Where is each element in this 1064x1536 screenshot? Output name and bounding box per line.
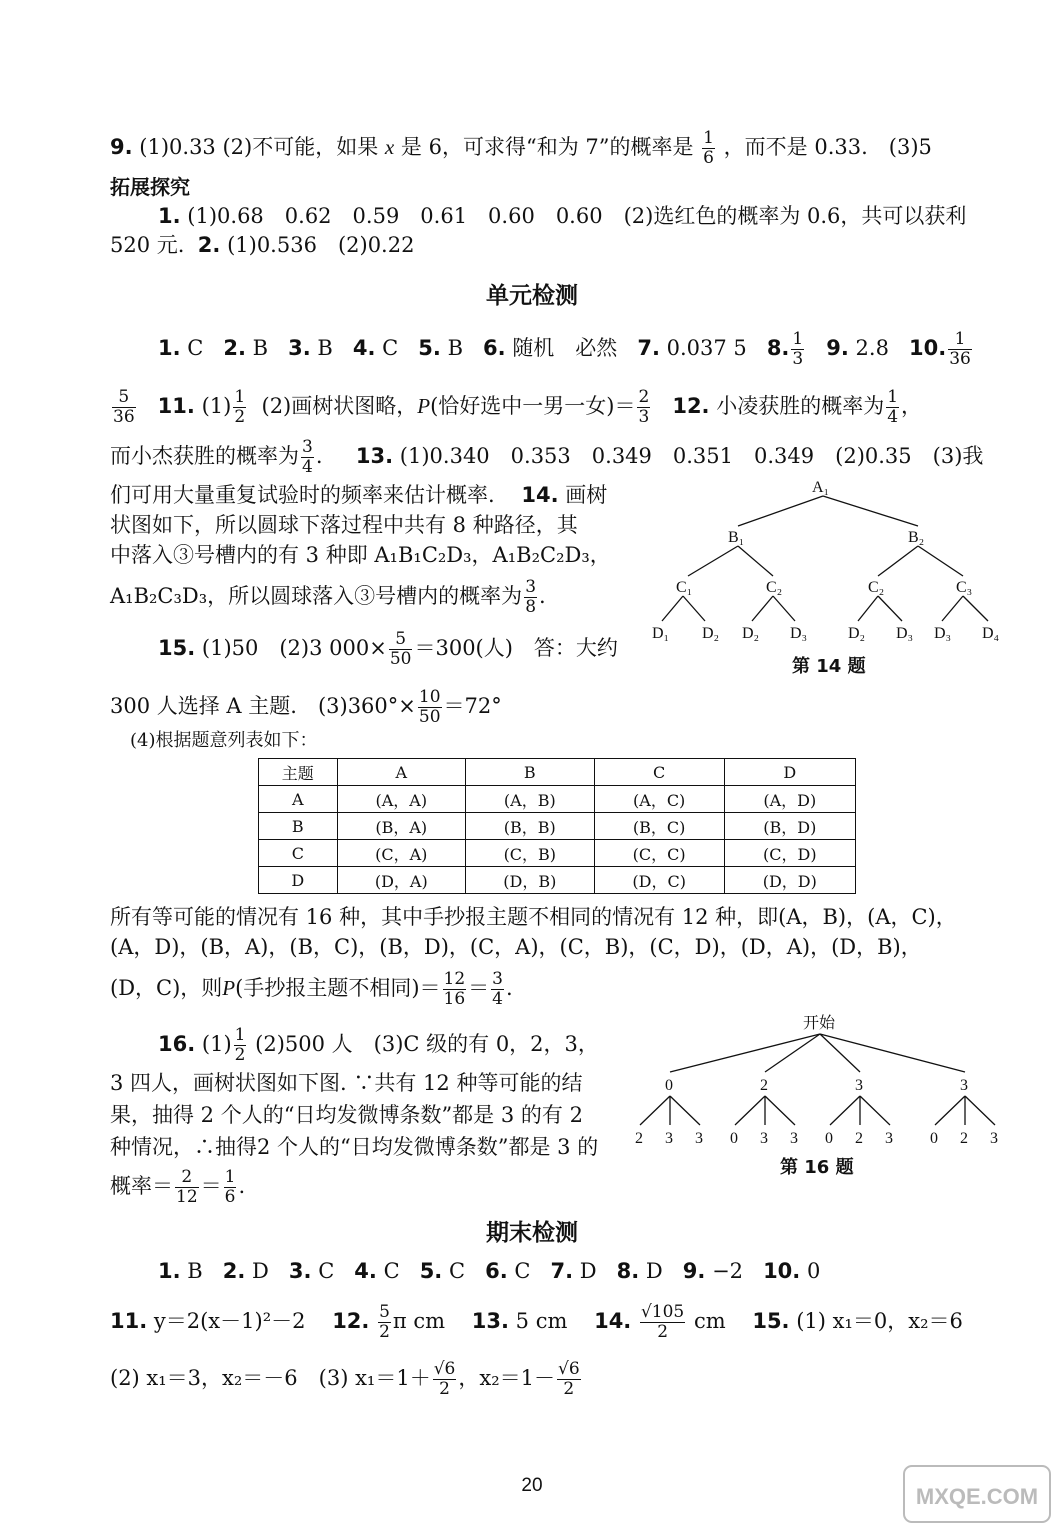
- final-test-title: 期末检测: [486, 1220, 578, 1246]
- tree-diagram-14: [640, 476, 1020, 656]
- tree16-node: 0: [665, 1077, 673, 1094]
- tree16-leaf: 3: [885, 1130, 893, 1147]
- unit-row-4: 们可用大量重复试验时的频率来估计概率. 14. 画树: [110, 483, 608, 507]
- page-number: 20: [521, 1475, 543, 1496]
- tree14-caption: 第 14 题: [792, 656, 866, 677]
- svg-text:MXQE.COM: MXQE.COM: [915, 1484, 1039, 1509]
- tree14-node: B₂: [908, 529, 925, 546]
- tree14-node: C₃: [956, 579, 973, 596]
- tree14-leaf: D₁: [652, 625, 670, 642]
- tree16-leaf: 3: [990, 1130, 998, 1147]
- fraction: $\frac{1}{6}$: [703, 128, 714, 168]
- theme-table: [258, 758, 856, 894]
- tree14-leaf: D₃: [934, 625, 952, 642]
- tree16-node: 3: [960, 1077, 968, 1094]
- table-header-row: 主题 A B C D: [259, 759, 856, 786]
- q9-num: 9.: [110, 135, 133, 159]
- tree16-leaf: 0: [730, 1130, 738, 1147]
- q16-line-4: 种情况，∴抽得2 个人的“日均发微博条数”都是 3 的: [110, 1135, 599, 1159]
- tree-diagram-16: [625, 1010, 1015, 1155]
- table-row: A (A，A) (A，B) (A，C) (A，D): [259, 786, 856, 813]
- q9-line: 9. (1)0.33 (2)不可能，如果 x 是 6，可求得“和为 7”的概率是 $\frac{1}{6}$ ，而不是 0.33. (3)5: [110, 128, 932, 168]
- unit-row-1: 1. C 2. B 3. B 4. C 5. B 6. 随机 必然 7. 0.037 5 8. $\frac{1}{3}$ 9. 2.8 10. $\frac{1}{36}$: [158, 329, 971, 369]
- table-row: D (D，A) (D，B) (D，C) (D，D): [259, 867, 856, 894]
- tree16-leaf: 2: [855, 1130, 863, 1147]
- tree14-node: C₂: [868, 579, 885, 596]
- watermark-logo: [902, 1464, 1052, 1524]
- tree14-node: C₁: [676, 579, 693, 596]
- fraction: $\frac{1}{3}$: [792, 329, 804, 369]
- unit-test-title: 单元检测: [486, 283, 578, 309]
- unit-row-2: $\frac{5}{36}$ 11. (1) $\frac{1}{2}$ (2)画树状图略，P(恰好选中一男一女)＝ $\frac{2}{3}$ 12. 小凌获胜的概率为 $\frac{1}{4}$ ，: [113, 387, 923, 427]
- explore-title: 拓展探究: [110, 175, 190, 199]
- q14-line-2: 状图如下，所以圆球下落过程中共有 8 种路径，其: [110, 513, 578, 537]
- fraction: $\frac{5}{36}$: [113, 387, 135, 427]
- q16-line-2: 3 四人，画树状图如下图. ∵共有 12 种等可能的结: [110, 1071, 583, 1095]
- q15-line-3: (4)根据题意列表如下：: [130, 730, 318, 751]
- final-row-1: 1. B 2. D 3. C 4. C 5. C 6. C 7. D 8. D 9. −2 10. 0: [158, 1259, 821, 1283]
- tree16-leaf: 3: [760, 1130, 768, 1147]
- q15-line-2: 300 人选择 A 主题. (3)360°× $\frac{10}{50}$ ＝72°: [110, 687, 502, 727]
- tree16-leaf: 3: [790, 1130, 798, 1147]
- q15-line-5: (A，D)，(B，A)，(B，C)，(B，D)，(C，A)，(C，B)，(C，D)，(D，A)，(D，B)，: [110, 935, 922, 959]
- tree14-node: B₁: [728, 529, 745, 546]
- tree16-leaf: 3: [695, 1130, 703, 1147]
- explore-line-1: 1. (1)0.68 0.62 0.59 0.61 0.60 0.60 (2)选红色的概率为 0.6，共可以获利: [158, 204, 967, 228]
- tree16-caption: 第 16 题: [780, 1157, 854, 1178]
- tree16-leaf: 2: [960, 1130, 968, 1147]
- final-row-2: 11. y＝2(x－1)²－2 12. $\frac{5}{2}$ π cm 13. 5 cm 14. $\frac{√105}{2}$ cm 15. (1) x₁＝0，x₂＝6: [110, 1302, 963, 1342]
- tree14-leaf: D₄: [982, 625, 1000, 642]
- tree16-leaf: 0: [825, 1130, 833, 1147]
- q16-line-5: 概率＝ $\frac{2}{12}$ ＝ $\frac{1}{6}$ .: [110, 1167, 246, 1207]
- tree14-leaf: D₂: [742, 625, 760, 642]
- q16-line-3: 果，抽得 2 个人的“日均发微博条数”都是 3 的有 2: [110, 1103, 583, 1127]
- q15-line-4: 所有等可能的情况有 16 种，其中手抄报主题不相同的情况有 12 种，即(A，B)，(A，C)，: [110, 905, 957, 929]
- explore-line-2: 520 元. 2. (1)0.536 (2)0.22: [110, 233, 415, 257]
- table-row: C (C，A) (C，B) (C，C) (C，D): [259, 840, 856, 867]
- tree16-root: 开始: [803, 1015, 836, 1032]
- tree14-leaf: D₃: [896, 625, 914, 642]
- q15-line-1: 15. (1)50 (2)3 000× $\frac{5}{50}$ ＝300(人) 答：大约: [158, 629, 618, 669]
- unit-row-3: 而小杰获胜的概率为 $\frac{3}{4}$ . 13. (1)0.340 0.353 0.349 0.351 0.349 (2)0.35 (3)我: [110, 437, 984, 477]
- q14-line-4: A₁B₂C₃D₃，所以圆球落入③号槽内的概率为 $\frac{3}{8}$ .: [110, 577, 546, 617]
- tree16-node: 3: [855, 1077, 863, 1094]
- tree14-node: C₂: [766, 579, 783, 596]
- q16-line-1: 16. (1) $\frac{1}{2}$ (2)500 人 (3)C 级的有 0，2，3，: [158, 1025, 599, 1065]
- tree14-leaf: D₂: [702, 625, 720, 642]
- tree16-node: 2: [760, 1077, 768, 1094]
- tree16-leaf: 2: [635, 1130, 643, 1147]
- tree14-leaf: D₂: [848, 625, 866, 642]
- q14-line-3: 中落入③号槽内的有 3 种即 A₁B₁C₂D₃，A₁B₂C₂D₃，: [110, 543, 611, 567]
- tree14-root: A₁: [812, 479, 830, 496]
- tree14-leaf: D₃: [790, 625, 808, 642]
- tree16-leaf: 3: [665, 1130, 673, 1147]
- tree16-leaf: 0: [930, 1130, 938, 1147]
- table-row: B (B，A) (B，B) (B，C) (B，D): [259, 813, 856, 840]
- final-row-3: (2) x₁＝3，x₂＝－6 (3) x₁＝1＋ $\frac{√6}{2}$ ，x₂＝1－ $\frac{√6}{2}$: [110, 1359, 580, 1399]
- fraction: $\frac{1}{36}$: [949, 329, 971, 369]
- q15-line-6: (D，C)，则P(手抄报主题不相同)＝ $\frac{12}{16}$ ＝ $\frac{3}{4}$ .: [110, 969, 513, 1009]
